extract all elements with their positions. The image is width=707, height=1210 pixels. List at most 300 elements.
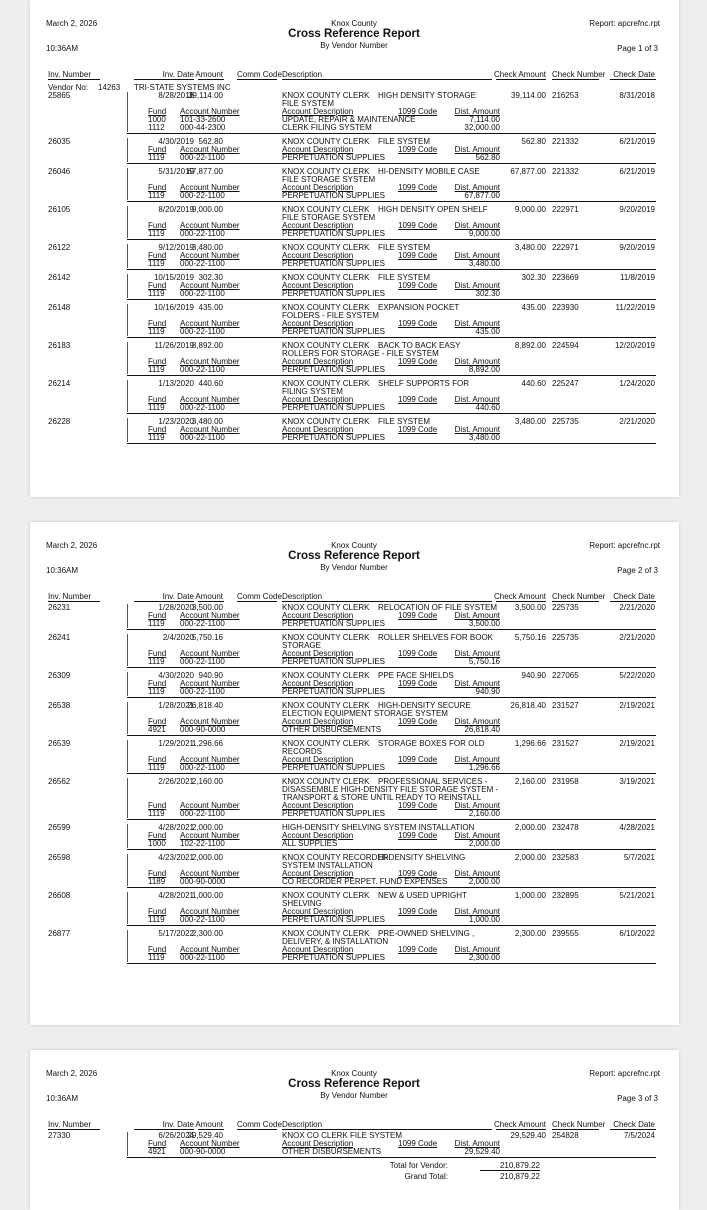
invoice-number: 25865 — [48, 91, 71, 100]
col-inv-number: Inv. Number — [48, 70, 91, 79]
invoice-date: 2/26/2021 — [158, 777, 194, 786]
report-date: March 2, 2026 — [46, 19, 98, 28]
invoice-number: 27330 — [48, 1131, 71, 1140]
invoice-bracket-line — [127, 930, 128, 962]
dist-amount: 3,500.00 — [468, 619, 500, 628]
invoice-number: 26538 — [48, 701, 71, 710]
report-subtitle: By Vendor Number — [320, 1091, 388, 1100]
check-date: 2/21/2020 — [619, 417, 655, 426]
dist-amount: 1,000.00 — [468, 915, 500, 924]
sub-account-description: Account Description — [282, 107, 354, 116]
col-inv-number: Inv. Number — [48, 592, 91, 601]
dist-fund: 1112 — [148, 123, 165, 132]
invoice-amount: 2,000.00 — [191, 853, 223, 862]
invoice-description-continued: ELECTION EQUIPMENT STORAGE SYSTEM — [282, 709, 448, 718]
vendor-total-label: Total for Vendor: — [389, 1161, 448, 1170]
sub-account-number: Account Number — [180, 717, 240, 726]
sub-fund: Fund — [148, 717, 167, 726]
dist-fund: 1000 — [148, 115, 166, 124]
invoice-date: 10/15/2019 — [153, 273, 194, 282]
invoice-department: KNOX COUNTY CLERK — [282, 701, 370, 710]
check-amount: 440.60 — [521, 379, 546, 388]
invoice-department: KNOX COUNTY CLERK — [282, 891, 370, 900]
sub-account-description: Account Description — [282, 831, 354, 840]
invoice-number: 26539 — [48, 739, 71, 748]
dist-account-number: 000-22-1100 — [180, 619, 225, 628]
invoice-number: 26241 — [48, 633, 71, 642]
dist-account-description: PERPETUATION SUPPLIES — [282, 327, 385, 336]
invoice-separator — [127, 963, 656, 964]
dist-fund: 4921 — [148, 1147, 166, 1156]
sub-fund: Fund — [148, 395, 167, 404]
dist-amount: 26,818.40 — [464, 725, 500, 734]
dist-account-description: PERPETUATION SUPPLIES — [282, 915, 385, 924]
sub-1099-code: 1099 Code — [398, 425, 438, 434]
dist-account-description: PERPETUATION SUPPLIES — [282, 619, 385, 628]
sub-1099-code: 1099 Code — [398, 831, 438, 840]
sub-account-number: Account Number — [180, 319, 240, 328]
col-comm-code: Comm Code — [237, 1120, 282, 1129]
invoice-separator — [127, 735, 656, 736]
invoice-description-continued: SHELVING — [282, 899, 322, 908]
invoice-bracket-line — [127, 418, 128, 442]
check-date: 3/19/2021 — [619, 777, 655, 786]
col-inv-date: Inv. Date — [162, 592, 194, 601]
dist-amount: 32,000.00 — [464, 123, 500, 132]
dist-account-number: 000-22-1100 — [180, 403, 225, 412]
sub-account-number: Account Number — [180, 251, 240, 260]
invoice-bracket-line — [127, 740, 128, 772]
invoice-separator — [127, 697, 656, 698]
vendor-label: Vendor No: — [48, 83, 89, 92]
sub-dist-amount: Dist. Amount — [454, 183, 500, 192]
dist-amount: 1,296.66 — [468, 763, 500, 772]
sub-fund: Fund — [148, 357, 167, 366]
invoice-date: 6/26/2024 — [158, 1131, 194, 1140]
check-date: 12/20/2019 — [614, 341, 655, 350]
dist-account-number: 000-22-1100 — [180, 763, 225, 772]
underline-check-number — [552, 601, 599, 602]
check-date: 4/28/2021 — [619, 823, 655, 832]
sub-dist-amount: Dist. Amount — [454, 755, 500, 764]
underline-inv-number — [48, 601, 100, 602]
check-number: 222971 — [552, 205, 579, 214]
dist-account-description: OTHER DISBURSEMENTS — [282, 725, 382, 734]
invoice-description: FILE SYSTEM — [378, 417, 431, 426]
col-check-amount: Check Amount — [493, 70, 546, 79]
invoice-number: 26105 — [48, 205, 71, 214]
underline-amount — [198, 79, 224, 80]
county-name: Knox County — [331, 1069, 377, 1078]
sub-1099-code: 1099 Code — [398, 1139, 438, 1148]
invoice-description-continued: FILE SYSTEM — [282, 99, 335, 108]
sub-account-description: Account Description — [282, 649, 354, 658]
invoice-department: KNOX COUNTY CLERK — [282, 273, 370, 282]
report-name: Report: apcrefnc.rpt — [589, 19, 660, 28]
invoice-description: EXPANSION POCKET — [378, 303, 460, 312]
invoice-amount: 3,480.00 — [191, 243, 223, 252]
invoice-amount: 9,000.00 — [191, 205, 223, 214]
underline-inv-date — [134, 601, 194, 602]
invoice-department: KNOX COUNTY CLERK — [282, 671, 370, 680]
invoice-amount: 302.30 — [198, 273, 223, 282]
dist-account-number: 000-22-1100 — [180, 809, 225, 818]
check-date: 1/24/2020 — [619, 379, 655, 388]
invoice-amount: 2,000.00 — [191, 823, 223, 832]
check-number: 223930 — [552, 303, 579, 312]
dist-account-number: 000-22-1100 — [180, 657, 225, 666]
underline-check-date — [610, 79, 656, 80]
dist-account-description: PERPETUATION SUPPLIES — [282, 433, 385, 442]
sub-dist-amount: Dist. Amount — [454, 869, 500, 878]
invoice-department: KNOX COUNTY CLERK — [282, 633, 370, 642]
dist-fund: 1119 — [148, 229, 165, 238]
sub-account-number: Account Number — [180, 107, 240, 116]
check-amount: 3,500.00 — [514, 603, 546, 612]
invoice-bracket-line — [127, 304, 128, 336]
dist-fund: 1119 — [148, 953, 165, 962]
dist-amount: 2,000.00 — [468, 839, 500, 848]
dist-fund: 1119 — [148, 259, 165, 268]
invoice-bracket-line — [127, 342, 128, 374]
dist-account-number: 000-22-1100 — [180, 687, 225, 696]
sub-account-description: Account Description — [282, 395, 354, 404]
invoice-bracket-line — [127, 604, 128, 628]
sub-fund: Fund — [148, 145, 167, 154]
dist-account-description: PERPETUATION SUPPLIES — [282, 403, 385, 412]
invoice-bracket-line — [127, 1132, 128, 1156]
dist-fund: 1119 — [148, 433, 165, 442]
dist-account-number: 000-22-1100 — [180, 433, 225, 442]
sub-fund: Fund — [148, 183, 167, 192]
check-number: 223669 — [552, 273, 579, 282]
invoice-description: HI-DENSITY SHELVING — [378, 853, 466, 862]
dist-account-description: PERPETUATION SUPPLIES — [282, 365, 385, 374]
dist-fund: 1119 — [148, 809, 165, 818]
dist-amount: 9,000.00 — [468, 229, 500, 238]
check-number: 216253 — [552, 91, 579, 100]
dist-account-number: 000-90-0000 — [180, 1147, 226, 1156]
invoice-description: SHELF SUPPORTS FOR — [378, 379, 469, 388]
invoice-description-continued: FOLDERS - FILE SYSTEM — [282, 311, 379, 320]
dist-fund: 1119 — [148, 403, 165, 412]
check-amount: 5,750.16 — [514, 633, 546, 642]
sub-account-number: Account Number — [180, 907, 240, 916]
col-check-amount: Check Amount — [493, 1120, 546, 1129]
grand-total-label: Grand Total: — [404, 1172, 448, 1181]
check-number: 225735 — [552, 417, 579, 426]
dist-amount: 5,750.16 — [468, 657, 500, 666]
sub-account-description: Account Description — [282, 679, 354, 688]
invoice-bracket-line — [127, 92, 128, 132]
check-number: 254828 — [552, 1131, 579, 1140]
invoice-bracket-line — [127, 854, 128, 886]
invoice-bracket-line — [127, 892, 128, 924]
invoice-date: 1/23/2020 — [158, 417, 194, 426]
sub-fund: Fund — [148, 679, 167, 688]
check-amount: 3,480.00 — [514, 243, 546, 252]
sub-dist-amount: Dist. Amount — [454, 831, 500, 840]
col-comm-code: Comm Code — [237, 592, 282, 601]
sub-dist-amount: Dist. Amount — [454, 395, 500, 404]
invoice-amount: 1,000.00 — [191, 891, 223, 900]
invoice-department: KNOX COUNTY RECORDER — [282, 853, 389, 862]
underline-inv-number — [48, 1129, 100, 1130]
sub-dist-amount: Dist. Amount — [454, 357, 500, 366]
invoice-amount: 562.80 — [198, 137, 223, 146]
invoice-number: 26148 — [48, 303, 71, 312]
underline-description — [282, 601, 492, 602]
underline-amount — [198, 601, 224, 602]
check-date: 8/31/2018 — [619, 91, 655, 100]
sub-fund: Fund — [148, 251, 167, 260]
underline-check-date — [610, 601, 656, 602]
invoice-description: STORAGE BOXES FOR OLD — [378, 739, 485, 748]
invoice-separator — [127, 299, 656, 300]
col-amount: Amount — [195, 70, 223, 79]
invoice-department: KNOX COUNTY CLERK — [282, 205, 370, 214]
invoice-department: KNOX COUNTY CLERK — [282, 243, 370, 252]
sub-dist-amount: Dist. Amount — [454, 145, 500, 154]
col-comm-code: Comm Code — [237, 70, 282, 79]
dist-account-number: 000-22-1100 — [180, 191, 225, 200]
sub-account-number: Account Number — [180, 357, 240, 366]
underline-comm-code — [237, 79, 277, 80]
invoice-separator — [127, 163, 656, 164]
dist-amount: 3,480.00 — [468, 433, 500, 442]
dist-fund: 1119 — [148, 153, 165, 162]
dist-fund: 1119 — [148, 763, 165, 772]
invoice-description: FILE SYSTEM — [378, 137, 431, 146]
sub-fund: Fund — [148, 801, 167, 810]
dist-amount: 2,160.00 — [468, 809, 500, 818]
underline-check-amount — [496, 1129, 546, 1130]
invoice-description: FILE SYSTEM — [378, 243, 431, 252]
sub-account-number: Account Number — [180, 869, 240, 878]
invoice-amount: 3,500.00 — [191, 603, 223, 612]
check-number: 225247 — [552, 379, 579, 388]
invoice-description: ROLLER SHELVES FOR BOOK — [378, 633, 493, 642]
sub-account-number: Account Number — [180, 183, 240, 192]
invoice-description-continued: FILE STORAGE SYSTEM — [282, 213, 376, 222]
invoice-description-continued: STORAGE — [282, 641, 321, 650]
sub-1099-code: 1099 Code — [398, 717, 438, 726]
sub-fund: Fund — [148, 869, 167, 878]
dist-account-number: 000-22-1100 — [180, 289, 225, 298]
invoice-amount: 8,892.00 — [191, 341, 223, 350]
invoice-description: PPE FACE SHIELDS — [378, 671, 454, 680]
invoice-bracket-line — [127, 380, 128, 412]
invoice-date: 5/17/2022 — [158, 929, 194, 938]
check-date: 11/22/2019 — [615, 303, 655, 312]
dist-account-description: PERPETUATION SUPPLIES — [282, 763, 385, 772]
sub-fund: Fund — [148, 1139, 167, 1148]
invoice-bracket-line — [127, 206, 128, 238]
sub-account-description: Account Description — [282, 183, 354, 192]
invoice-date: 8/20/2019 — [158, 205, 194, 214]
invoice-date: 1/28/2021 — [158, 701, 194, 710]
check-number: 221332 — [552, 167, 579, 176]
invoice-separator — [127, 667, 656, 668]
dist-account-number: 000-22-1100 — [180, 915, 225, 924]
invoice-separator — [127, 629, 656, 630]
invoice-separator — [127, 413, 656, 414]
invoice-date: 1/28/2020 — [158, 603, 194, 612]
report-date: March 2, 2026 — [46, 541, 98, 550]
col-description: Description — [282, 592, 323, 601]
sub-fund: Fund — [148, 831, 167, 840]
check-amount: 435.00 — [521, 303, 546, 312]
invoice-amount: 2,160.00 — [191, 777, 223, 786]
sub-account-description: Account Description — [282, 869, 354, 878]
invoice-description-continued: RECORDS — [282, 747, 323, 756]
sub-dist-amount: Dist. Amount — [454, 319, 500, 328]
check-amount: 1,296.66 — [514, 739, 546, 748]
sub-account-number: Account Number — [180, 755, 240, 764]
sub-dist-amount: Dist. Amount — [454, 801, 500, 810]
invoice-date: 1/13/2020 — [158, 379, 194, 388]
sub-account-number: Account Number — [180, 395, 240, 404]
page-label: Page 2 of 3 — [617, 566, 658, 575]
report-title: Cross Reference Report — [288, 28, 420, 40]
sub-account-description: Account Description — [282, 319, 354, 328]
invoice-date: 2/4/2020 — [162, 633, 194, 642]
check-amount: 940.90 — [521, 671, 546, 680]
check-number: 239555 — [552, 929, 579, 938]
sub-dist-amount: Dist. Amount — [454, 945, 500, 954]
check-amount: 562.80 — [521, 137, 546, 146]
check-amount: 3,480.00 — [514, 417, 546, 426]
report-date: March 2, 2026 — [46, 1069, 98, 1078]
sub-dist-amount: Dist. Amount — [454, 611, 500, 620]
dist-fund: 1119 — [148, 327, 165, 336]
invoice-date: 10/16/2019 — [153, 303, 194, 312]
invoice-department: KNOX COUNTY CLERK — [282, 929, 370, 938]
sub-fund: Fund — [148, 319, 167, 328]
vendor-name: TRI-STATE SYSTEMS INC — [134, 83, 231, 92]
page-label: Page 3 of 3 — [617, 1094, 658, 1103]
dist-amount: 2,300.00 — [468, 953, 500, 962]
sub-account-number: Account Number — [180, 611, 240, 620]
report-time: 10:36AM — [46, 1094, 79, 1103]
invoice-date: 11/26/2019 — [154, 341, 194, 350]
dist-account-number: 000-90-0000 — [180, 725, 226, 734]
invoice-description: PROFESSIONAL SERVICES - — [378, 777, 488, 786]
invoice-number: 26214 — [48, 379, 71, 388]
underline-description — [282, 79, 492, 80]
invoice-date: 4/23/2021 — [158, 853, 194, 862]
invoice-department: KNOX COUNTY CLERK — [282, 379, 370, 388]
dist-account-number: 101-33-2600 — [180, 115, 226, 124]
vendor-total: 210,879.22 — [499, 1161, 540, 1170]
sub-dist-amount: Dist. Amount — [454, 1139, 500, 1148]
sub-account-number: Account Number — [180, 831, 240, 840]
dist-fund: 1119 — [148, 365, 165, 374]
dist-fund: 1119 — [148, 289, 165, 298]
dist-fund: 1119 — [148, 619, 165, 628]
invoice-separator — [127, 925, 656, 926]
dist-account-description: CLERK FILING SYSTEM — [282, 123, 372, 132]
check-date: 11/8/2019 — [620, 273, 655, 282]
invoice-description-continued: FILE STORAGE SYSTEM — [282, 175, 376, 184]
invoice-date: 4/28/2021 — [158, 823, 194, 832]
report-title: Cross Reference Report — [288, 550, 420, 562]
invoice-department: KNOX COUNTY CLERK — [282, 303, 370, 312]
check-amount: 302.30 — [521, 273, 546, 282]
sub-account-number: Account Number — [180, 945, 240, 954]
invoice-department: KNOX COUNTY CLERK — [282, 91, 370, 100]
dist-fund: 1000 — [148, 839, 166, 848]
invoice-description-continued: ROLLERS FOR STORAGE - FILE SYSTEM — [282, 349, 439, 358]
sub-1099-code: 1099 Code — [398, 221, 438, 230]
check-amount: 2,160.00 — [514, 777, 546, 786]
invoice-separator — [127, 1157, 656, 1158]
sub-1099-code: 1099 Code — [398, 107, 438, 116]
invoice-date: 4/28/2021 — [158, 891, 194, 900]
dist-fund: 1119 — [148, 191, 165, 200]
dist-account-description: PERPETUATION SUPPLIES — [282, 289, 385, 298]
check-amount: 39,114.00 — [511, 91, 546, 100]
invoice-description-continued: DISASSEMBLE HIGH-DENSITY FILE STORAGE SYSTEM - — [282, 785, 499, 794]
invoice-separator — [127, 269, 656, 270]
check-number: 224594 — [552, 341, 579, 350]
county-name: Knox County — [331, 19, 377, 28]
invoice-number: 26608 — [48, 891, 71, 900]
check-amount: 29,529.40 — [510, 1131, 546, 1140]
dist-fund: 1119 — [148, 657, 165, 666]
invoice-number: 26877 — [48, 929, 71, 938]
sub-1099-code: 1099 Code — [398, 907, 438, 916]
invoice-amount: 67,877.00 — [187, 167, 223, 176]
invoice-separator — [127, 443, 656, 444]
sub-account-description: Account Description — [282, 611, 354, 620]
dist-amount: 2,000.00 — [468, 877, 500, 886]
sub-1099-code: 1099 Code — [398, 183, 438, 192]
dist-account-description: PERPETUATION SUPPLIES — [282, 687, 385, 696]
col-check-number: Check Number — [552, 1120, 606, 1129]
check-amount: 8,892.00 — [514, 341, 546, 350]
underline-check-amount — [496, 601, 546, 602]
invoice-separator — [127, 239, 656, 240]
dist-amount: 940.90 — [475, 687, 500, 696]
sub-account-description: Account Description — [282, 717, 354, 726]
invoice-number: 26231 — [48, 603, 71, 612]
dist-account-number: 000-22-1100 — [180, 259, 225, 268]
sub-dist-amount: Dist. Amount — [454, 221, 500, 230]
invoice-number: 26035 — [48, 137, 71, 146]
dist-account-description: PERPETUATION SUPPLIES — [282, 953, 385, 962]
invoice-bracket-line — [127, 672, 128, 696]
sub-1099-code: 1099 Code — [398, 281, 438, 290]
invoice-department: KNOX COUNTY CLERK — [282, 603, 370, 612]
col-inv-date: Inv. Date — [162, 1120, 194, 1129]
invoice-description-continued: DELIVERY, & INSTALLATION — [282, 937, 389, 946]
report-title: Cross Reference Report — [288, 1078, 420, 1090]
underline-inv-number — [48, 79, 100, 80]
report-subtitle: By Vendor Number — [320, 41, 388, 50]
invoice-date: 1/29/2021 — [158, 739, 194, 748]
check-date: 2/19/2021 — [619, 739, 655, 748]
invoice-number: 26309 — [48, 671, 71, 680]
check-amount: 9,000.00 — [514, 205, 546, 214]
check-number: 225735 — [552, 603, 579, 612]
sub-1099-code: 1099 Code — [398, 801, 438, 810]
invoice-description: NEW & USED UPRIGHT — [378, 891, 467, 900]
check-amount: 1,000.00 — [514, 891, 546, 900]
dist-amount: 67,877.00 — [464, 191, 500, 200]
underline-amount — [198, 1129, 224, 1130]
check-number: 231958 — [552, 777, 579, 786]
